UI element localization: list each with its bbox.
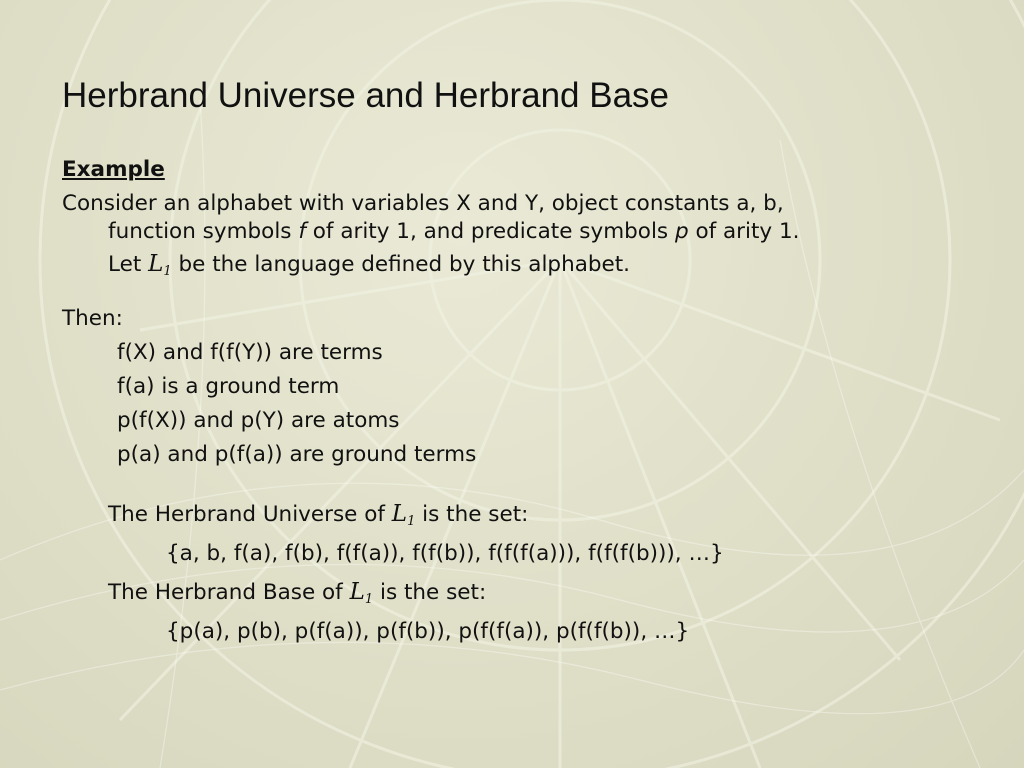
intro-line-2-part-c: of arity 1. xyxy=(688,219,800,244)
herbrand-base-line xyxy=(108,581,486,606)
base-suffix: is the set: xyxy=(373,580,487,605)
herbrand-universe-set: {a, b, f(a), f(b), f(f(a)), f(f(b)), f(f(f(a))), f(f(f(b))), …} xyxy=(166,541,724,566)
list-item: p(f(X)) and p(Y) are atoms xyxy=(117,408,400,433)
list-item: p(a) and p(f(a)) are ground terms xyxy=(117,442,477,467)
language-symbol: $L_1$ xyxy=(349,579,374,607)
intro-line-3 xyxy=(108,253,630,278)
herbrand-base-set: {p(a), p(b), p(f(a)), p(f(b)), p(f(f(a)), p(f(f(b)), …} xyxy=(166,619,690,644)
intro-line-1: Consider an alphabet with variables X and Y, object constants a, b, xyxy=(62,191,784,216)
predicate-symbol-p: p xyxy=(674,219,689,244)
universe-suffix: is the set: xyxy=(415,502,529,527)
language-symbol: $L_1$ xyxy=(391,501,416,529)
example-heading: Example xyxy=(62,157,165,182)
language-symbol: $L_1$ xyxy=(148,251,172,279)
intro-line-2 xyxy=(108,221,800,243)
herbrand-universe-line xyxy=(108,503,528,528)
list-item: f(a) is a ground term xyxy=(117,374,340,399)
base-prefix: The Herbrand Base of xyxy=(108,580,350,605)
universe-prefix: The Herbrand Universe of xyxy=(108,502,392,527)
intro-line-3-part-b: be the language defined by this alphabet. xyxy=(171,252,631,277)
intro-line-2-part-a: function symbols xyxy=(108,219,299,244)
function-symbol-f: f xyxy=(298,219,306,244)
then-label: Then: xyxy=(62,306,123,331)
intro-line-3-part-a: Let xyxy=(108,252,149,277)
slide-title: Herbrand Universe and Herbrand Base xyxy=(62,76,669,115)
intro-line-2-part-b: of arity 1, and predicate symbols xyxy=(305,219,675,244)
list-item: f(X) and f(f(Y)) are terms xyxy=(117,340,383,365)
